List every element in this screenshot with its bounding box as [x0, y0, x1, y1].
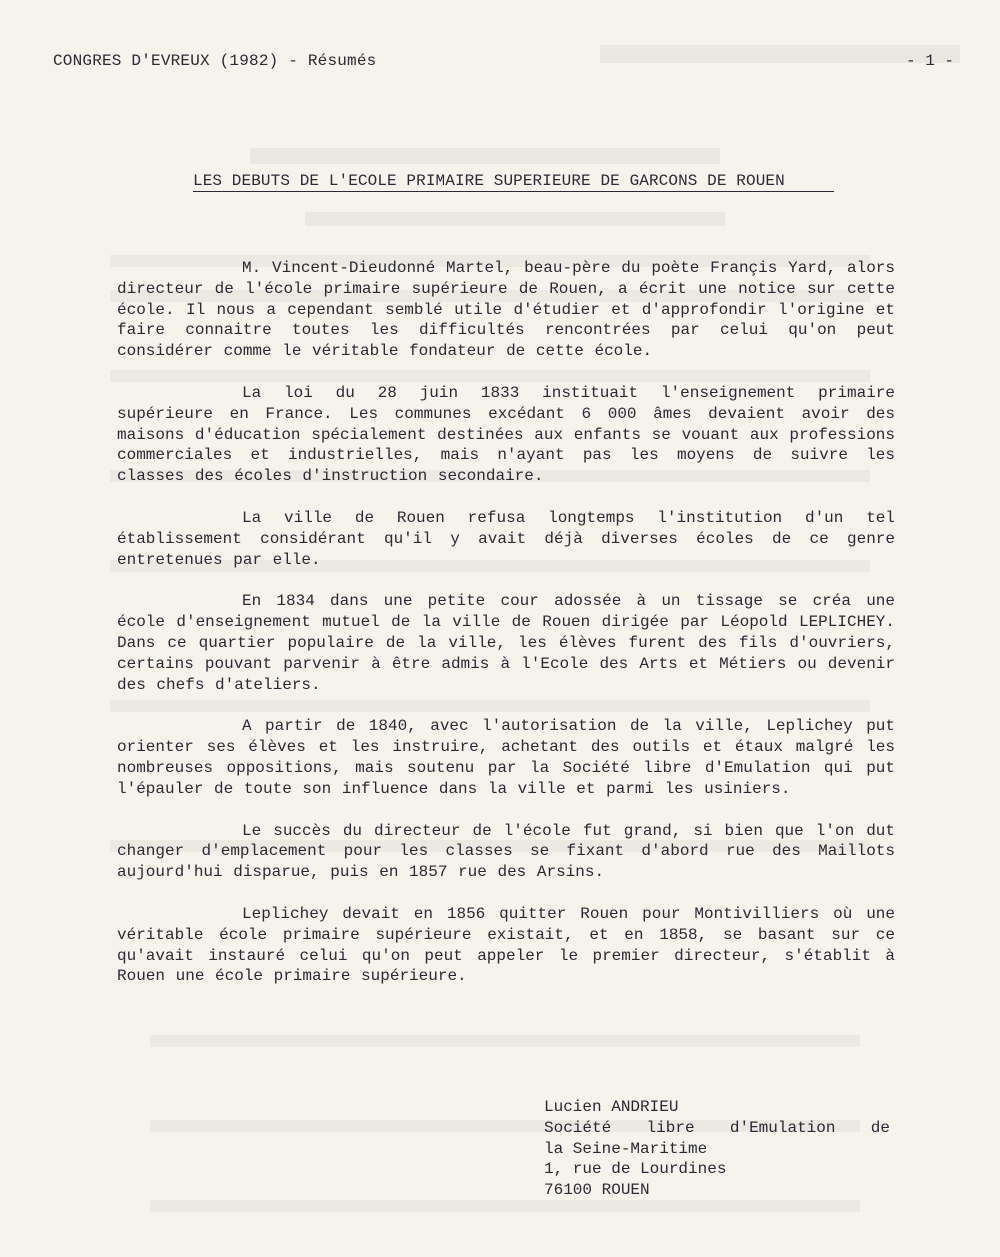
paragraph-5: A partir de 1840, avec l'autorisation de la ville, Leplichey put orienter ses élèves et les instruire, achetant des outils et étaux malgré les nombreuses oppositions, mais soutenu par la Société libre d'Emulation qui put l'épauler de toute son influence dans la ville et parmi les usiniers. [117, 717, 895, 798]
author-organization: Société libre d'Emulation de [544, 1118, 890, 1137]
paragraph-3: La ville de Rouen refusa longtemps l'institution d'un tel établissement considérant qu'il y avait déjà diverses écoles de ce genre entretenues par elle. [117, 508, 895, 569]
paragraph-4: En 1834 dans une petite cour adossée à un tissage se créa une école d'enseignement mutuel de la ville de Rouen dirigée par Léopold LEPLICHEY. Dans ce quartier populaire de la ville, les élèves furent des fils d'ouvriers, certains pouvant parvenir à être admis à l'Ecole des Arts et Métiers ou devenir des chefs d'ateliers. [117, 592, 895, 694]
paragraph-2: La loi du 28 juin 1833 instituait l'enseignement primaire supérieure en France. Les communes excédant 6 000 âmes devaient avoir des maisons d'éducation spécialement destinées aux enfants se vouant aux professions commerciales et industrielles, mais n'ayant pas les moyens de suivre les classes des écoles d'instruction secondaire. [117, 383, 895, 486]
paragraph-1: M. Vincent-Dieudonné Martel, beau-père du poète Françis Yard, alors directeur de l'école primaire supérieure de Rouen, a écrit une notice sur cette école. Il nous a cependant semblé utile d'étudier et d'approfondir l'origine et faire connaitre toutes les difficultés rencontrées par celui qu'on peut considérer comme le véritable fondateur de cette école. [117, 259, 895, 361]
paragraph-7: Leplichey devait en 1856 quitter Rouen pour Montivilliers où une véritable école primaire supérieure existait, et en 1858, se basant sur ce qu'avait instauré celui qu'on peut appeler le premier directeur, s'établit à Rouen une école primaire supérieure. [117, 904, 895, 986]
author-street-address: 1, rue de Lourdines [544, 1160, 727, 1179]
paragraph-6: Le succès du directeur de l'école fut grand, si bien que l'on dut changer d'emplacement pour les classes se fixant d'abord rue des Maillots aujourd'hui disparue, puis en 1857 rue des Arsins. [117, 821, 895, 882]
article-body [117, 258, 895, 1008]
author-signature-block [544, 1097, 890, 1201]
article-title: LES DEBUTS DE L'ECOLE PRIMAIRE SUPERIEURE DE GARCONS DE ROUEN [193, 172, 834, 192]
author-name: Lucien ANDRIEU [544, 1098, 679, 1116]
author-city: 76100 ROUEN [544, 1181, 650, 1200]
page-number: - 1 - [905, 52, 954, 70]
author-organization-cont: la Seine-Maritime [544, 1139, 708, 1158]
running-header: CONGRES D'EVREUX (1982) - Résumés [53, 52, 377, 70]
